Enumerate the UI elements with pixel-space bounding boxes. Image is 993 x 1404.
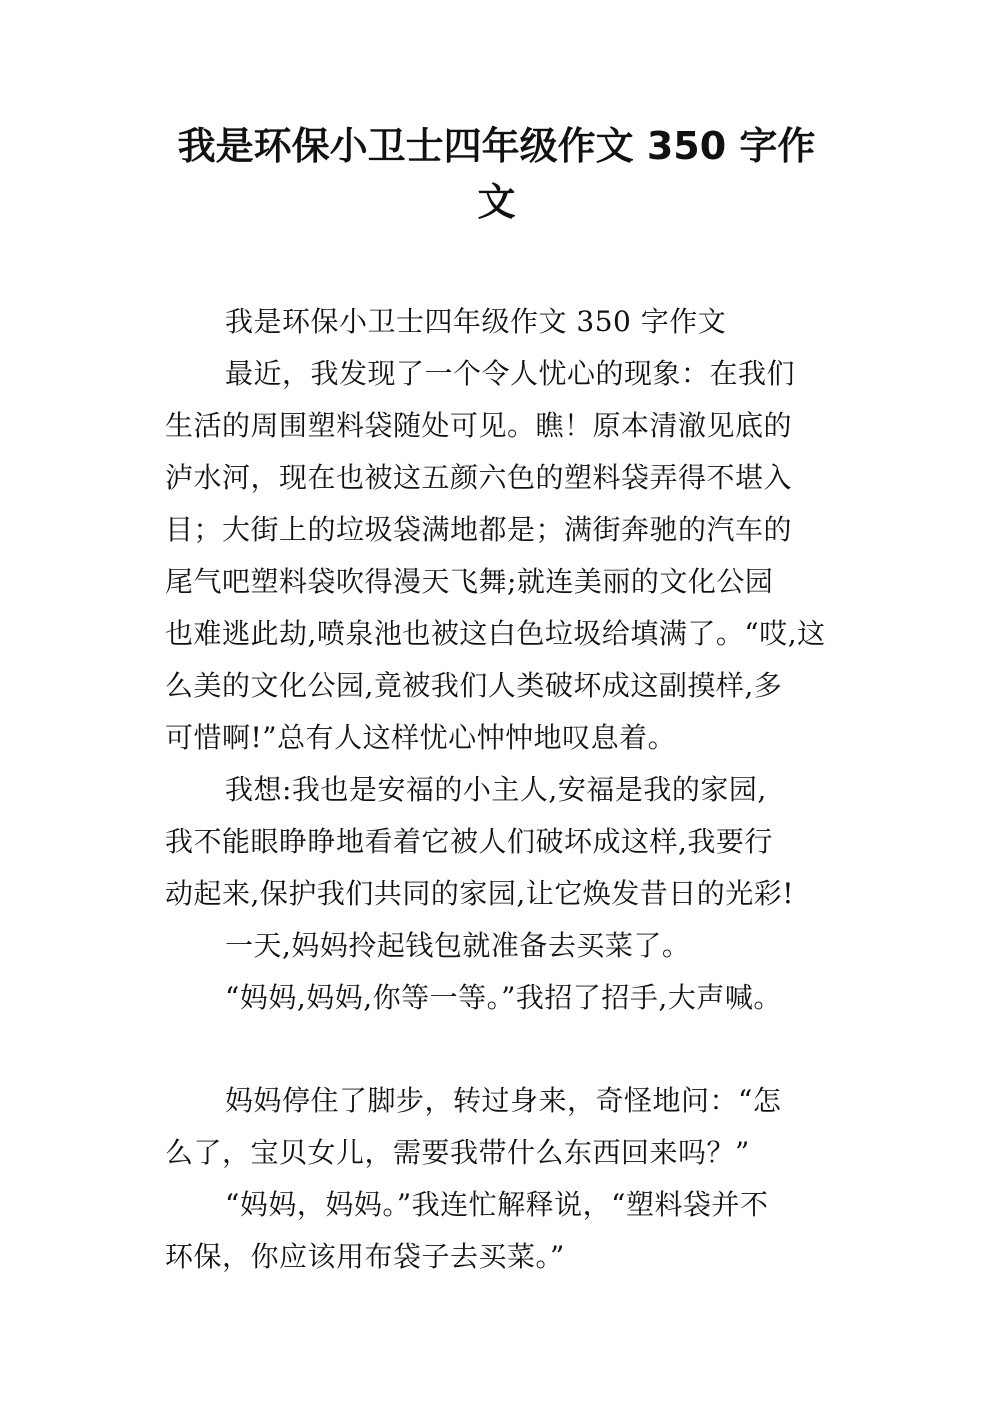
paragraph-1-line-2: 生活的周围塑料袋随处可见。瞧！原本清澈见底的 xyxy=(165,409,793,442)
paragraph-2-line-2: 我不能眼睁睁地看着它被人们破坏成这样,我要行 xyxy=(165,825,773,858)
quote-line-1: “妈妈,妈妈,你等一等。”我招了招手,大声喊。 xyxy=(225,981,782,1014)
paragraph-1-line-8: 可惜啊!”总有人这样忧心忡忡地叹息着。 xyxy=(165,721,677,754)
paragraph-3-line-1: 一天,妈妈拎起钱包就准备去买菜了。 xyxy=(225,929,691,962)
paragraph-1-line-7: 么美的文化公园,竟被我们人类破坏成这副摸样,多 xyxy=(165,669,783,702)
paragraph-4-line-1: 妈妈停住了脚步，转过身来，奇怪地问：“怎 xyxy=(225,1084,782,1117)
document-title xyxy=(120,118,873,230)
title-line-1: 我是环保小卫士四年级作文 350 字作 xyxy=(177,124,816,168)
paragraph-5-line-2: 环保，你应该用布袋子去买菜。” xyxy=(165,1240,565,1273)
paragraph-2-line-3: 动起来,保护我们共同的家园,让它焕发昔日的光彩! xyxy=(165,877,795,910)
paragraph-1-line-3: 泸水河，现在也被这五颜六色的塑料袋弄得不堪入 xyxy=(165,461,793,494)
paragraph-2-line-1: 我想:我也是安福的小主人,安福是我的家园, xyxy=(225,773,767,806)
subtitle-paragraph-line: 我是环保小卫士四年级作文 350 字作文 xyxy=(225,305,727,338)
paragraph-1-line-4: 目；大街上的垃圾袋满地都是；满街奔驰的汽车的 xyxy=(165,513,793,546)
paragraph-1-line-1: 最近，我发现了一个令人忧心的现象：在我们 xyxy=(225,357,796,390)
paragraph-1-line-6: 也难逃此劫,喷泉池也被这白色垃圾给填满了。“哎,这 xyxy=(165,617,826,650)
title-line-2: 文 xyxy=(477,180,516,224)
paragraph-1-line-5: 尾气吧塑料袋吹得漫天飞舞;就连美丽的文化公园 xyxy=(165,565,774,598)
paragraph-4-line-2: 么了，宝贝女儿，需要我带什么东西回来吗？” xyxy=(165,1136,750,1169)
paragraph-5-line-1: “妈妈，妈妈。”我连忙解释说，“塑料袋并不 xyxy=(225,1188,769,1221)
